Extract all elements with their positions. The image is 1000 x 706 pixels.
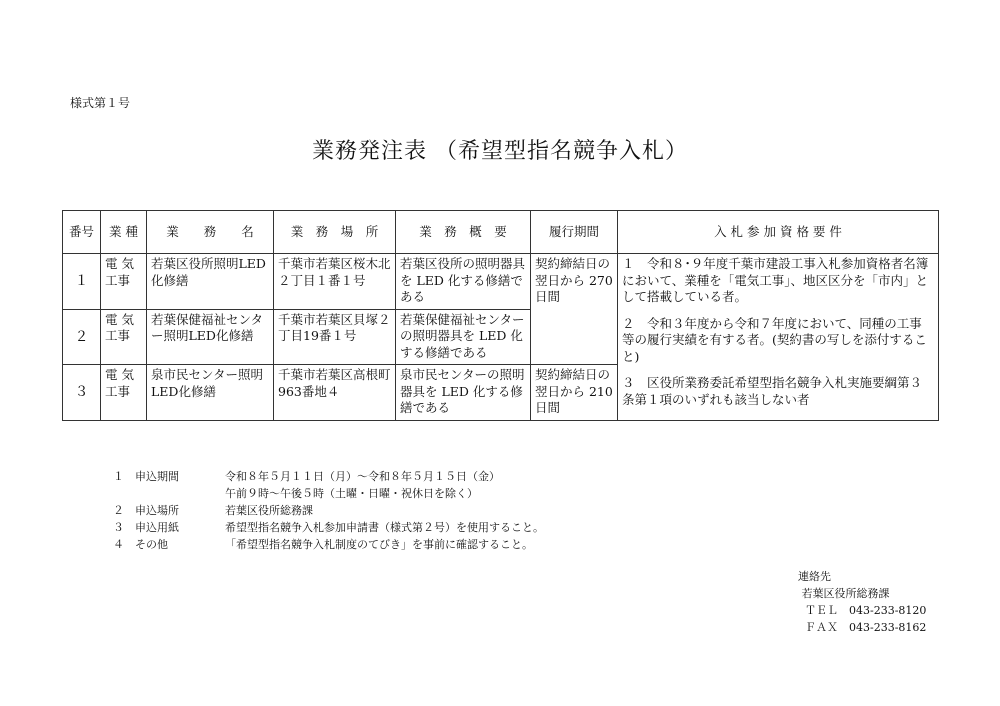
qualification-cell — [618, 254, 939, 421]
row-summary: 若葉保健福祉センターの照明器具を LED 化する修繕である — [396, 309, 531, 365]
note-key: ２ 申込場所 — [113, 504, 179, 517]
row-type: 電 気 工事 — [101, 309, 147, 365]
note-value: 「希望型指名競争入札制度のてびき」を事前に確認すること。 — [225, 538, 533, 551]
row-type: 電 気 工事 — [101, 365, 147, 421]
row-name: 若葉区役所照明LED化修繕 — [147, 254, 274, 310]
form-number: 様式第１号 — [70, 96, 131, 110]
row-name: 泉市民センター照明LED化修繕 — [147, 365, 274, 421]
note-item — [113, 468, 544, 502]
row-number: ３ — [63, 365, 101, 421]
note-value: 令和８年５月１１日（月）～令和８年５月１５日（金） — [225, 470, 500, 483]
table-row — [63, 254, 939, 310]
note-value: 希望型指名競争入札参加申請書（様式第２号）を使用すること。 — [225, 521, 544, 534]
row-summary: 若葉区役所の照明器具を LED 化する修繕である — [396, 254, 531, 310]
page-title: 業務発注表 （希望型指名競争入札） — [312, 139, 688, 164]
note-item — [113, 502, 544, 519]
row-location: 千葉市若葉区桜木北２丁目１番１号 — [274, 254, 396, 310]
header-summary: 業 務 概 要 — [396, 211, 531, 254]
order-table — [62, 210, 939, 421]
row-period: 契約締結日の翌日から 270日間 — [531, 254, 618, 365]
header-type: 業 種 — [101, 211, 147, 254]
qualification-item: １ 令和８･９年度千葉市建設工事入札参加資格者名簿において、業種を「電気工事」、地区区分を「市内」として搭載している者。 — [622, 256, 929, 304]
header-qualification: 入 札 参 加 資 格 要 件 — [618, 211, 939, 254]
header-no: 番号 — [63, 211, 101, 254]
header-location: 業 務 場 所 — [274, 211, 396, 254]
row-period: 契約締結日の翌日から 210日間 — [531, 365, 618, 421]
row-number: ２ — [63, 309, 101, 365]
note-key: １ 申込期間 — [113, 470, 179, 483]
table-header-row — [63, 211, 939, 254]
note-value: 若葉区役所総務課 — [225, 504, 313, 517]
header-period: 履行期間 — [531, 211, 618, 254]
contact-label: 連絡先 — [798, 570, 831, 583]
qualification-item: ３ 区役所業務委託希望型指名競争入札実施要綱第３条第１項のいずれも該当しない者 — [622, 375, 923, 407]
note-value: 午前９時～午後５時（土曜・日曜・祝休日を除く） — [225, 487, 478, 500]
row-location: 千葉市若葉区高根町963番地４ — [274, 365, 396, 421]
note-key: ３ 申込用紙 — [113, 521, 179, 534]
contact-block — [798, 568, 926, 636]
note-item — [113, 519, 544, 536]
header-name: 業 務 名 — [147, 211, 274, 254]
contact-fax: ＦＡＸ 043-233-8162 — [798, 621, 927, 634]
contact-department: 若葉区役所総務課 — [798, 587, 890, 600]
row-name: 若葉保健福祉センター照明LED化修繕 — [147, 309, 274, 365]
row-type: 電 気 工事 — [101, 254, 147, 310]
row-number: １ — [63, 254, 101, 310]
contact-tel: ＴＥＬ 043-233-8120 — [798, 604, 927, 617]
qualification-item: ２ 令和３年度から令和７年度において、同種の工事等の履行実績を有する者。(契約書の写しを添付すること) — [622, 315, 927, 364]
application-notes — [113, 468, 544, 553]
row-summary: 泉市民センターの照明器具を LED 化する修繕である — [396, 365, 531, 421]
note-item — [113, 536, 544, 553]
row-location: 千葉市若葉区貝塚２丁目19番１号 — [274, 309, 396, 365]
note-key: ４ その他 — [113, 538, 168, 551]
